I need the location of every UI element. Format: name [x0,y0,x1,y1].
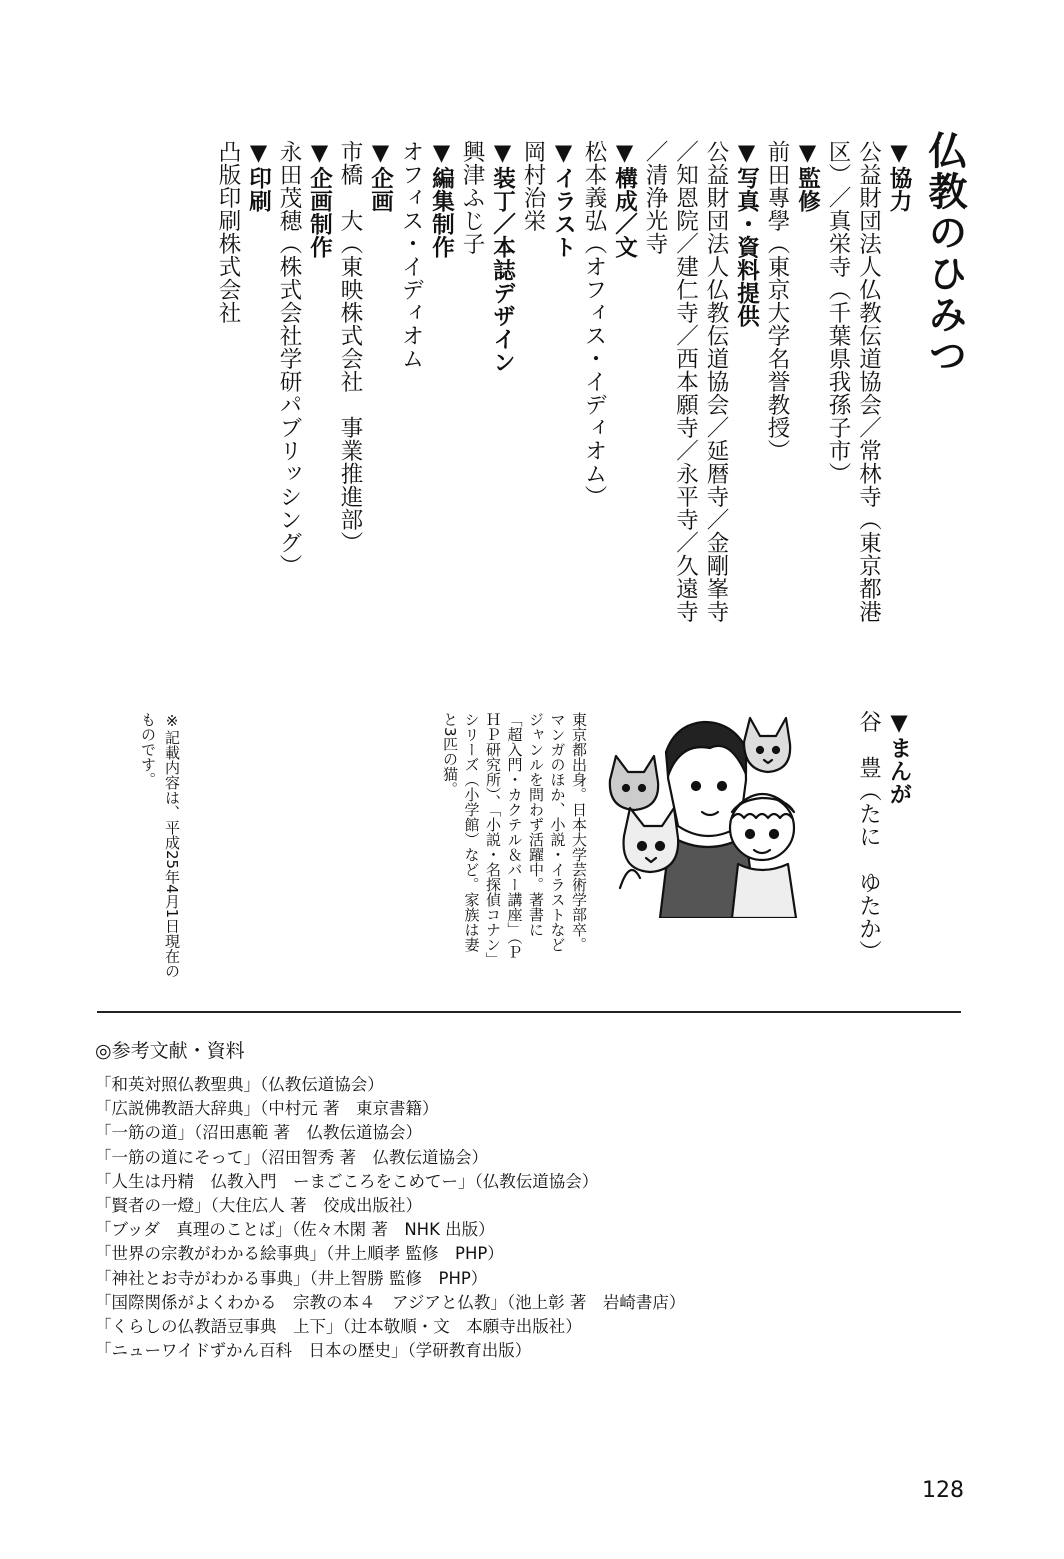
manga-heading: ▼まんが [886,710,912,806]
reference-item: 「人生は丹精 仏教入門 ーまごころをこめてー」（仏教伝道協会） [95,1171,599,1191]
credit-line: 永田茂穂（株式会社学研パブリッシング） [276,140,302,577]
credit-line: 区）／真栄寺（千葉県我孫子市） [825,140,851,485]
credit-heading-production: ▼企画制作 [306,140,333,259]
references-list [95,1073,685,1363]
date-note: ※記載内容は、平成25年4月1日現在のものです。 [139,712,181,979]
reference-item: 「国際関係がよくわかる 宗教の本４ アジアと仏教」（池上彰 著 岩崎書店） [95,1292,686,1312]
credit-line: 松本義弘（オフィス・イディオム） [581,140,607,508]
page-title: 仏教のひみつ [922,130,967,376]
credit-line: 興津ふじ子 [459,140,485,255]
reference-item: 「広説佛教語大辞典」（中村元 著 東京書籍） [95,1099,439,1119]
reference-item: 「一筋の道」（沼田惠範 著 仏教伝道協会） [95,1123,422,1143]
references-heading: ◎参考文献・資料 [95,1040,245,1062]
credit-heading-composition: ▼構成／文 [611,140,638,259]
reference-item: 「賢者の一燈」（大住広人 著 佼成出版社） [95,1196,422,1216]
page-number: 128 [922,1478,964,1503]
credit-heading-photo: ▼写真・資料提供 [733,140,760,328]
credit-line: オフィス・イディオム [398,140,424,370]
reference-item: 「世界の宗教がわかる絵事典」（井上順孝 監修 PHP） [95,1244,504,1264]
credit-line: 前田專學（東京大学名誉教授） [764,140,790,462]
reference-item: 「ブッダ 真理のことば」（佐々木閑 著 NHK 出版） [95,1220,495,1240]
credit-line: 公益財団法人仏教伝道協会／延暦寺／金剛峯寺 [703,140,729,623]
credit-heading-design: ▼装丁／本誌デザイン [489,140,516,374]
credit-heading-editing: ▼編集制作 [428,140,455,259]
credit-line: ／清浄光寺 [642,140,668,255]
credit-heading-illustration: ▼イラスト [550,140,577,259]
credit-heading-printing: ▼印刷 [245,140,272,213]
credit-line: 市橋 大（東映株式会社 事業推進部） [337,140,363,554]
credits-block [213,140,915,660]
credit-line: 公益財団法人仏教伝道協会／常林寺（東京都港 [855,140,882,623]
reference-item: 「和英対照仏教聖典」（仏教伝道協会） [95,1075,384,1094]
credit-heading-cooperation: ▼協力 [886,140,912,213]
credit-line: 凸版印刷株式会社 [215,140,241,324]
credit-line: ／知恩院／建仁寺／西本願寺／永平寺／久遠寺 [672,140,699,623]
credit-heading-supervision: ▼監修 [794,140,821,213]
manga-characters-illustration [600,708,810,918]
reference-item: 「一筋の道にそって」（沼田智秀 著 仏教伝道協会） [95,1147,488,1167]
reference-item: 「くらしの仏教語豆事典 上下」（辻本敬順・文 本願寺出版社） [95,1317,582,1337]
manga-credit [853,710,914,963]
manga-artist-name: 谷 豊（たに ゆたか） [855,710,882,963]
credit-heading-planning: ▼企画 [367,140,394,213]
reference-item: 「神社とお寺がわかる事典」（井上智勝 監修 PHP） [95,1268,488,1288]
reference-item: 「ニューワイドずかん百科 日本の歴史」（学研教育出版） [95,1341,532,1361]
section-divider [97,1011,961,1013]
credit-line: 岡村治栄 [520,140,546,232]
manga-artist-bio: 東京都出身。日本大学芸術学部卒。マンガのほか、小説・イラストなどジャンルを問わず活躍中。著書に「超入門・カクテル＆バー講座」（ＰＨＰ研究所）、「小説・名探偵コナン」シリーズ（小学館）など。家族は妻と3匹の猫。 [441,712,588,960]
